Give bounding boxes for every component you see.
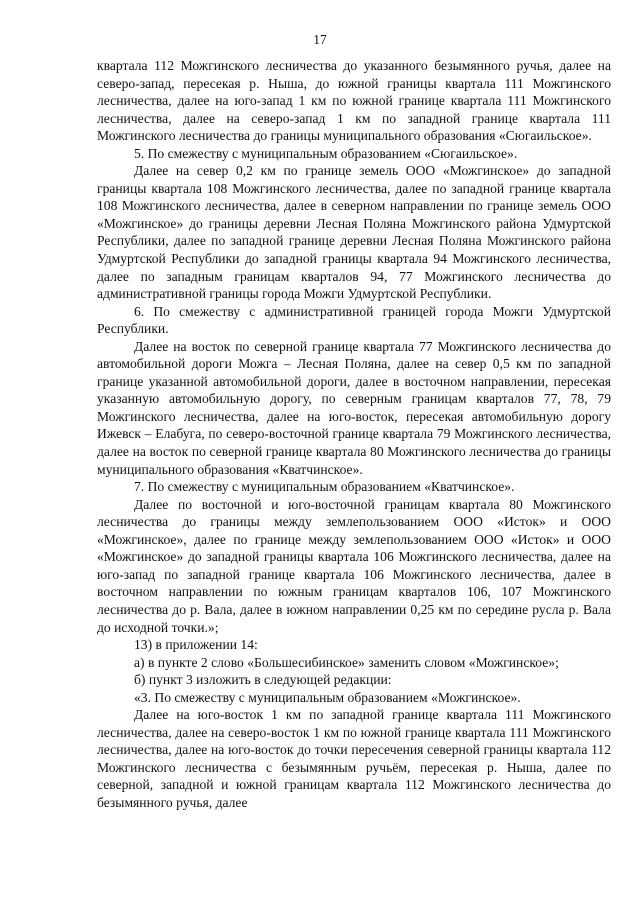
paragraph: Далее на юго-восток 1 км по западной границе квартала 111 Можгинского лесничества, далее на северо-восток 1 км по южной границе квартала 111 Можгинского лесничества, далее на юго-восток до точки пересечения северной границы квартала 112 Можгинского лесничества с безымянным ручьём, пересекая р. Ныша, далее по северной, западной и южной границам квартала 112 Можгинского лесничества до безымянного ручья, далее xyxy=(97,707,611,810)
paragraph: Далее на север 0,2 км по границе земель ООО «Можгинское» до западной границы квартала 108 Можгинского лесничества, далее по западной границе квартала 108 Можгинского лесничества, далее в северном направлении по границе земель ООО «Можгинское» до границы деревни Лесная Поляна Можгинского района Удмуртской Республики, далее по западной границе деревни Лесная Поляна Можгинского района Удмуртской Республики до западной границы квартала 94 Можгинского лесничества, далее по западным границам кварталов 94, 77 Можгинского лесничества до административной границы города Можги Удмуртской Республики. xyxy=(97,163,611,302)
paragraph-item-5-heading: 5. По смежеству с муниципальным образованием «Сюгаильское». xyxy=(134,145,518,161)
paragraph-subitem-a: а) в пункте 2 слово «Большесибинское» заменить словом «Можгинское»; xyxy=(134,654,559,670)
paragraph-item-3-heading: «3. По смежеству с муниципальным образованием «Можгинское». xyxy=(134,689,521,705)
paragraph-subitem-b: б) пункт 3 изложить в следующей редакции: xyxy=(134,672,392,688)
paragraph-item-7-heading: 7. По смежеству с муниципальным образованием «Кватчинское». xyxy=(134,479,515,495)
paragraph-item-6-heading: 6. По смежеству с административной границей города Можги Удмуртской Республики. xyxy=(97,303,611,337)
document-body xyxy=(97,57,611,812)
paragraph: Далее на восток по северной границе квартала 77 Можгинского лесничества до автомобильной дороги Можга – Лесная Поляна, далее на север 0,5 км по западной границе указанной автомобильной дороги, далее в восточном направлении, пересекая указанную автомобильную дорогу, по северным границам кварталов 77, 78, 79 Можгинского лесничества, далее на юго-восток, пересекая автомобильную дорогу Ижевск – Елабуга, по северо-восточной границе квартала 79 Можгинского лесничества, далее на восток по северной границе квартала 80 Можгинского лесничества до границы муниципального образования «Кватчинское». xyxy=(97,338,611,477)
paragraph-continuation: квартала 112 Можгинского лесничества до указанного безымянного ручья, далее на северо-запад, пересекая р. Ныша, до южной границы квартала 111 Можгинского лесничества, далее на юго-запад 1 км по южной границе квартала 111 Можгинского лесничества, далее на северо-запад 1 км по западной границе квартала 111 Можгинского лесничества до границы муниципального образования «Сюгаильское». xyxy=(97,58,611,144)
paragraph-amendment-13: 13) в приложении 14: xyxy=(134,637,258,653)
page-number: 17 xyxy=(313,32,327,47)
paragraph: Далее по восточной и юго-восточной границам квартала 80 Можгинского лесничества до границы между землепользованием ООО «Исток» и ООО «Можгинское», далее по границе между землепользованием ООО «Исток» и ООО «Можгинское» до западной границы квартала 106 Можгинского лесничества, далее на юго-запад по западной границе квартала 106 Можгинского лесничества, далее в восточном направлении по южным границам кварталов 106, 107 Можгинского лесничества до р. Вала, далее в южном направлении 0,25 км по середине русла р. Вала до исходной точки.»; xyxy=(97,496,611,635)
